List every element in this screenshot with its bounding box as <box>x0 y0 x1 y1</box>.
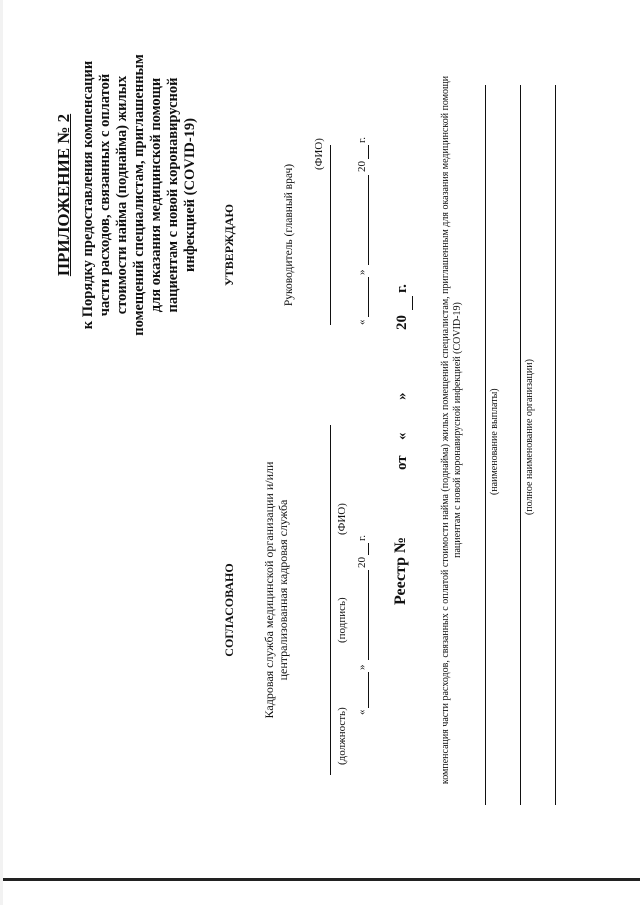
agreed-date-close-quote: » <box>356 664 368 670</box>
approve-signature-line <box>330 145 331 325</box>
approve-date-suffix: г. <box>356 136 368 143</box>
approve-date-year-line <box>368 145 369 159</box>
agreed-text: Кадровая служба медицинской организации и/или централизованная кадровая служба <box>262 461 290 719</box>
agreed-date-suffix: г. <box>356 534 368 541</box>
agreed-caption-name: (ФИО) <box>336 503 348 535</box>
org-name-line <box>520 85 521 805</box>
registry-close-quote: » <box>394 392 410 400</box>
blank-line <box>555 85 556 805</box>
registry-open-quote: « <box>394 432 410 440</box>
scan-left-edge <box>0 0 3 905</box>
registry-from: от <box>394 455 410 470</box>
agreed-date-month-line <box>368 570 369 660</box>
org-name-caption: (полное наименование организации) <box>524 359 535 515</box>
registry-year-line <box>412 296 413 310</box>
payment-name-line <box>485 85 486 805</box>
agreed-caption-position: (должность) <box>336 707 348 765</box>
agreed-signature-line <box>330 425 331 775</box>
registry-description: компенсация части расходов, связанных с оплатой стоимости найма (поднайма) жилых помещений специалистам, приглашенным для оказания медицинской помощи пациентам с новой коронавирусной инфекцией (COVID-19) <box>440 75 463 785</box>
approve-date-open-quote: « <box>356 319 368 325</box>
agreed-date-year-line <box>368 543 369 555</box>
registry-title: Реестр № <box>392 536 409 605</box>
approve-role: Руководитель (главный врач) <box>283 163 295 307</box>
agreed-title: СОГЛАСОВАНО <box>222 563 236 657</box>
agreed-date-year: 20 <box>356 557 368 568</box>
scan-bottom-edge <box>0 878 640 881</box>
payment-name-caption: (наименование выплаты) <box>489 388 500 495</box>
approve-caption-name: (ФИО) <box>313 138 325 170</box>
agreed-caption-signature: (подпись) <box>336 597 348 643</box>
agreed-date-day-line <box>368 672 369 708</box>
approve-date-close-quote: » <box>356 269 368 275</box>
agreed-date-open-quote: « <box>356 709 368 715</box>
approve-date-day-line <box>368 277 369 317</box>
registry-year-suffix: г. <box>394 284 410 293</box>
approve-date-year: 20 <box>356 161 368 172</box>
approve-title: УТВЕРЖДАЮ <box>222 203 236 287</box>
registry-year: 20 <box>394 315 410 330</box>
appendix-title: ПРИЛОЖЕНИЕ № 2 <box>54 113 73 277</box>
appendix-text: к Порядку предоставления компенсации части расходов, связанных с оплатой стоимости найма (поднайма) жилых помещений специалистам, приглашенным для оказания медицинской помощи пациентам с новой коронавирусной инфекцией (COVID-19) <box>80 54 198 336</box>
approve-date-month-line <box>368 175 369 265</box>
